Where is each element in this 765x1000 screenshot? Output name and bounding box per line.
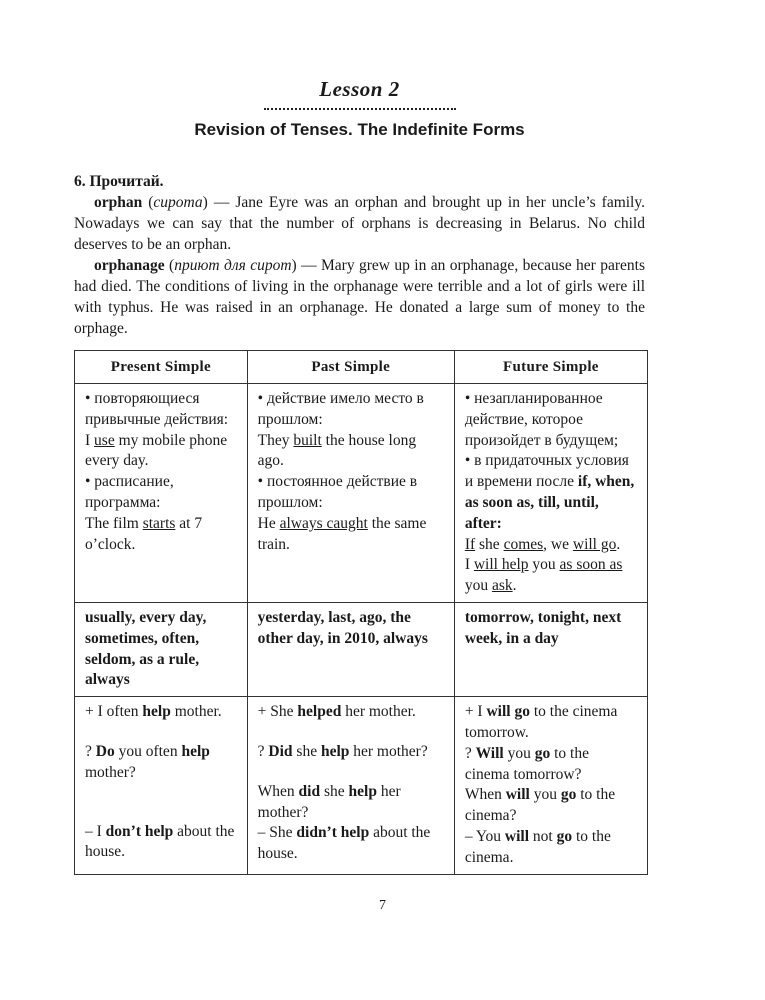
page-title: Revision of Tenses. The Indefinite Forms [194, 120, 525, 139]
question-example: ? Will you go to the cinema tomorrow? [464, 744, 589, 783]
question-example: When did she help her mother? [257, 782, 401, 821]
question-example: ? Did she help her mother? [257, 742, 428, 760]
table-header-row [75, 351, 648, 384]
entry-translation: сирота [153, 194, 203, 211]
affirmative-example: + I will go to the cinema tomorrow. [464, 703, 618, 741]
entry-text: Jane Eyre was an orphan and brought up in her uncle’s family. Nowadays we can say that the number of orphans is decreasing in Belarus. No child deserves to be an orphan. [74, 194, 645, 253]
usage-example: I use my mobile phone every day. [85, 431, 228, 470]
page-content [74, 76, 645, 875]
usage-bullet: • незапланированное действие, которое произойдет в будущем; [464, 390, 619, 449]
cell-present-usage [75, 384, 248, 603]
header-future-simple: Future Simple [454, 351, 647, 384]
affirmative-example: + I often help mother. [85, 703, 222, 721]
usage-example: They built the house long ago. [257, 431, 417, 470]
cell-future-usage [454, 384, 647, 603]
cell-present-markers: usually, every day, sometimes, often, seldom, as a rule, always [75, 602, 248, 696]
cell-future-markers: tomorrow, tonight, next week, in a day [454, 602, 647, 696]
usage-bullet: • постоянное действие в прошлом: [257, 473, 418, 511]
usage-bullet: • повторяющиеся привычные действия: [85, 390, 229, 428]
usage-example: If she comes, we will go. [464, 535, 621, 553]
entry-text: Mary grew up in an orphanage, because her parents had died. The conditions of living in the orphanage were terrible and a lot of girls were ill with typhus. He was raised in an orphanage. He donated a large sum of money to the orphage. [74, 257, 646, 337]
usage-bullet: • в придаточных условия и времени после if, when, as soon as, till, until, after: [464, 452, 635, 532]
header-past-simple: Past Simple [247, 351, 454, 384]
tenses-table [74, 350, 648, 875]
dotted-divider [264, 102, 456, 110]
entry-orphanage: orphanage (приют для сирот) — Mary grew up in an orphanage, because her parents had died. The conditions of living in the orphanage were terrible and a lot of girls were ill with typhus. He was raised in an orphanage. He donated a large sum of money to the orphage. [74, 257, 646, 337]
usage-example: The film starts at 7 o’clock. [85, 514, 203, 553]
table-row-forms [75, 697, 648, 874]
exercise-block [74, 171, 645, 339]
header-present-simple: Present Simple [75, 351, 248, 384]
usage-bullet: • расписание, программа: [85, 473, 174, 511]
usage-bullet: • действие имело место в прошлом: [257, 390, 424, 428]
table-row-usage [75, 384, 648, 603]
negative-example: – I don’t help about the house. [85, 822, 235, 861]
usage-example: I will help you as soon as you ask. [464, 556, 623, 595]
entry-term: orphan [94, 194, 143, 211]
cell-past-markers: yesterday, last, ago, the other day, in 2010, always [247, 602, 454, 696]
table-row-markers [75, 602, 648, 696]
lesson-heading: Lesson 2 [319, 77, 400, 101]
cell-present-forms [75, 697, 248, 874]
affirmative-example: + She helped her mother. [257, 703, 416, 721]
exercise-heading: 6. Прочитай. [74, 173, 164, 190]
cell-future-forms [454, 697, 647, 874]
question-example: When will you go to the cinema? [464, 786, 616, 825]
cell-past-forms [247, 697, 454, 874]
entry-translation: приют для сирот [174, 257, 292, 274]
question-example: ? Do you often help mother? [85, 742, 210, 781]
usage-example: He always caught the same train. [257, 514, 427, 553]
page-number: 7 [379, 898, 386, 913]
entry-orphan: orphan (сирота) — Jane Eyre was an orphan and brought up in her uncle’s family. Nowadays we can say that the number of orphans is decreasing in Belarus. No child deserves to be an orphan. [74, 194, 645, 253]
cell-past-usage [247, 384, 454, 603]
negative-example: – You will not go to the cinema. [464, 827, 611, 866]
entry-term: orphanage [94, 257, 165, 274]
negative-example: – She didn’t help about the house. [257, 824, 431, 863]
